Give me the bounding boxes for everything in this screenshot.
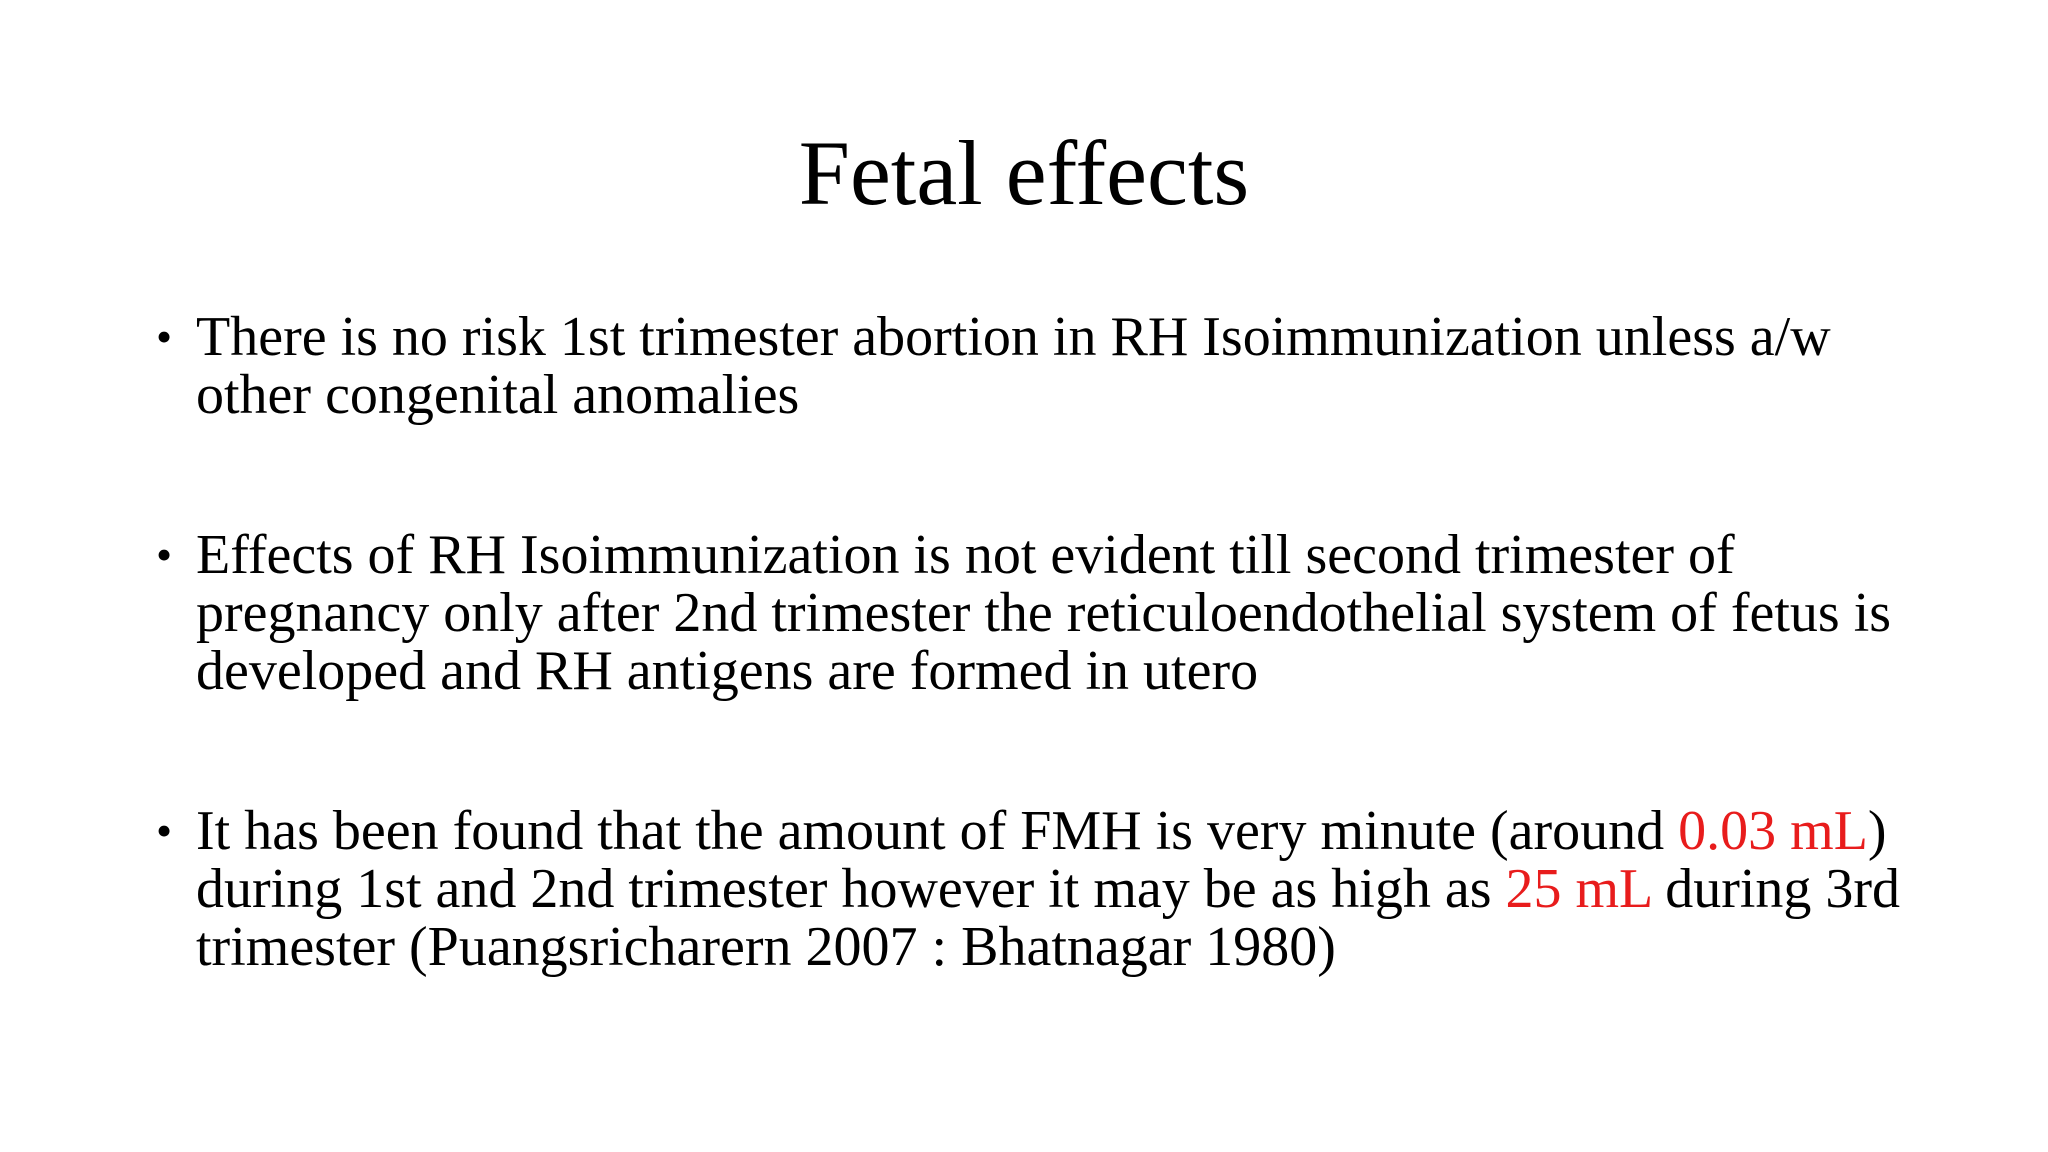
- bullet-text-3-part2: ) during 1st and 2nd trimester however it may be as high as: [196, 800, 1887, 920]
- slide-title: Fetal effects: [798, 122, 1250, 224]
- bullet-item-1: [156, 308, 1916, 424]
- highlight-value-25-ml: 25 mL: [1505, 858, 1652, 920]
- bullet-list: [156, 308, 1916, 976]
- bullet-item-3: [156, 802, 1916, 976]
- bullet-text-2: Effects of RH Isoimmunization is not evident till second trimester of pregnancy only after 2nd trimester the reticuloendothelial system of fetus is developed and RH antigens are formed in utero: [196, 524, 1892, 702]
- bullet-icon: •: [156, 311, 173, 362]
- bullet-icon: •: [156, 529, 173, 580]
- bullet-text-3-part1: It has been found that the amount of FMH is very minute (around: [196, 800, 1679, 862]
- bullet-item-2: [156, 526, 1916, 700]
- highlight-value-0-03-ml: 0.03 mL: [1678, 800, 1868, 862]
- bullet-text-1: There is no risk 1st trimester abortion in RH Isoimmunization unless a/w other congenital anomalies: [196, 306, 1831, 426]
- bullet-text-3-part3: during 3rd trimester (Puangsricharern 2007 : Bhatnagar 1980): [196, 858, 1901, 978]
- bullet-icon: •: [156, 805, 173, 856]
